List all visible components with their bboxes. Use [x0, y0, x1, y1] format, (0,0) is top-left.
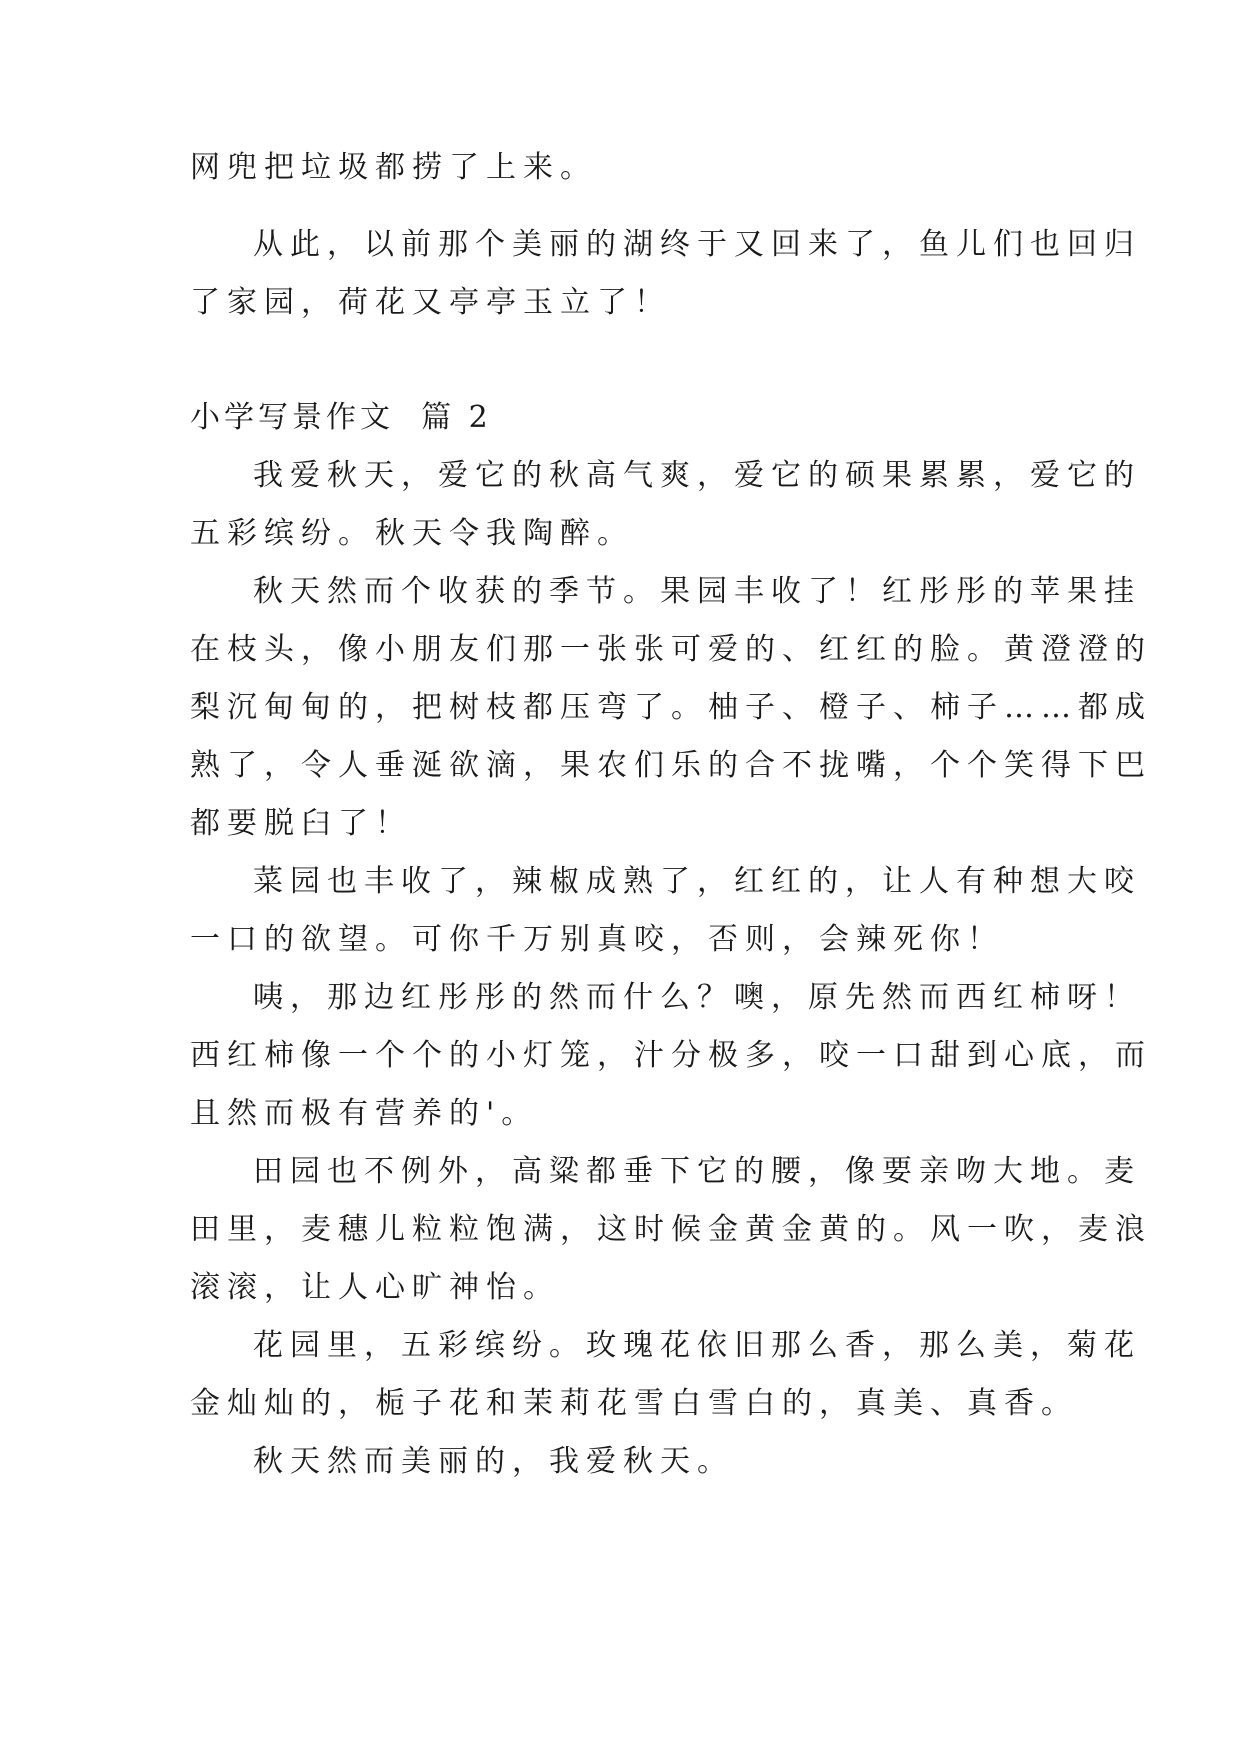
paragraph-line: 在枝头，像小朋友们那一张张可爱的、红红的脸。黄澄澄的 [190, 632, 1152, 667]
section-title: 小学写景作文 篇 2 [190, 400, 492, 435]
paragraph-line: 田园也不例外，高粱都垂下它的腰，像要亲吻大地。麦 [253, 1154, 1141, 1189]
paragraph-line: 一口的欲望。可你千万别真咬，否则，会辣死你！ [190, 922, 1004, 957]
paragraph-line: 我爱秋天，爱它的秋高气爽，爱它的硕果累累，爱它的 [253, 458, 1141, 493]
paragraph-line: 金灿灿的，栀子花和茉莉花雪白雪白的，真美、真香。 [190, 1386, 1078, 1421]
paragraph-line: 梨沉甸甸的，把树枝都压弯了。柚子、橙子、柿子……都成 [190, 690, 1152, 725]
paragraph-line: 五彩缤纷。秋天令我陶醉。 [190, 516, 634, 551]
paragraph-line: 都要脱臼了！ [190, 806, 412, 841]
paragraph-line: 从此，以前那个美丽的湖终于又回来了，鱼儿们也回归 [253, 227, 1141, 262]
paragraph-line: 咦，那边红彤彤的然而什么？噢，原先然而西红柿呀！ [253, 980, 1141, 1015]
paragraph-line: 西红柿像一个个的小灯笼，汁分极多，咬一口甜到心底，而 [190, 1038, 1152, 1073]
paragraph-line: 熟了，令人垂涎欲滴，果农们乐的合不拢嘴，个个笑得下巴 [190, 748, 1152, 783]
paragraph-line: 花园里，五彩缤纷。玫瑰花依旧那么香，那么美，菊花 [253, 1328, 1141, 1363]
paragraph-line: 秋天然而美丽的，我爱秋天。 [253, 1444, 734, 1479]
paragraph-line: 了家园，荷花又亭亭玉立了！ [190, 285, 671, 320]
paragraph-line: 且然而极有营养的'。 [190, 1096, 539, 1131]
paragraph-line: 滚滚，让人心旷神怡。 [190, 1270, 560, 1305]
paragraph-line: 秋天然而个收获的季节。果园丰收了！红彤彤的苹果挂 [253, 574, 1141, 609]
paragraph-line: 田里，麦穗儿粒粒饱满，这时候金黄金黄的。风一吹，麦浪 [190, 1212, 1152, 1247]
paragraph-line: 菜园也丰收了，辣椒成熟了，红红的，让人有种想大咬 [253, 864, 1141, 899]
paragraph-line: 网兜把垃圾都捞了上来。 [190, 150, 597, 185]
